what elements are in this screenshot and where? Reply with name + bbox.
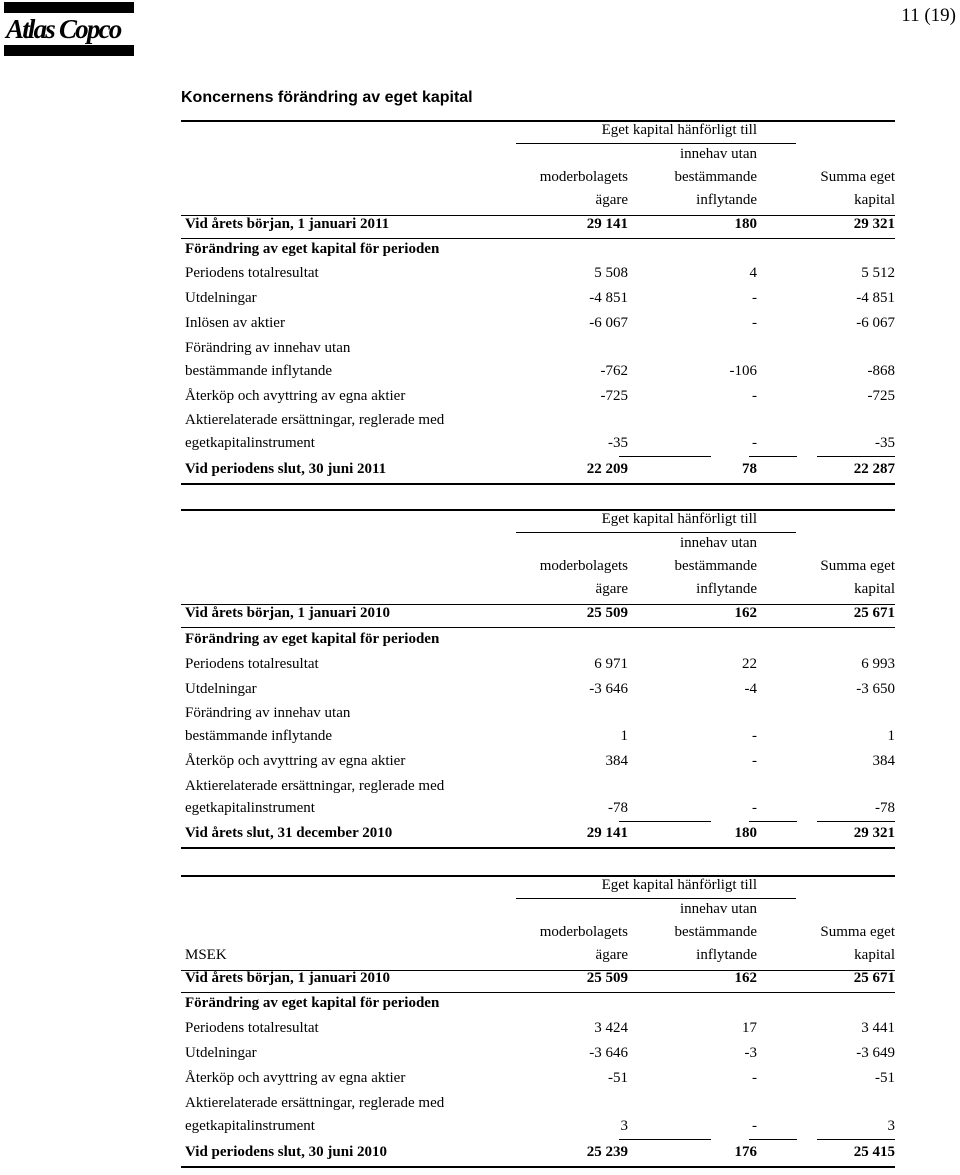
col2-header-line: innehav utan	[679, 146, 757, 162]
value-c2: 22	[742, 656, 757, 672]
value-c3: 25 671	[853, 970, 895, 986]
value-c3: -51	[875, 1070, 895, 1086]
logo-bottom-bar	[4, 45, 134, 56]
value-c2: 176	[734, 1144, 757, 1160]
row-label: Utdelningar	[185, 1045, 257, 1061]
value-c2: -	[752, 753, 757, 769]
value-c2: -106	[729, 363, 757, 379]
table-top-rule	[181, 120, 895, 122]
value-c2: 17	[742, 1020, 757, 1036]
table-row	[181, 458, 895, 480]
value-c2: 78	[742, 461, 757, 477]
col2-header-line: inflytande	[696, 192, 757, 208]
table-row	[181, 1092, 895, 1114]
value-c1: 384	[605, 753, 628, 769]
table-row	[181, 775, 895, 797]
value-c2: -	[752, 1070, 757, 1086]
value-c3: -3 650	[856, 681, 895, 697]
row-label: Återköp och avyttring av egna aktier	[185, 1070, 406, 1086]
equity-table	[181, 509, 895, 856]
closing-row-rule	[181, 847, 895, 849]
value-c2: -	[752, 315, 757, 331]
row-label: egetkapitalinstrument	[185, 800, 315, 816]
col1-header-line: moderbolagets	[539, 924, 628, 940]
table-row	[181, 385, 895, 407]
value-c3: 25 671	[853, 605, 895, 621]
group-header: Eget kapital hänförligt till	[601, 511, 757, 527]
row-label: Återköp och avyttring av egna aktier	[185, 753, 406, 769]
row-label: Periodens totalresultat	[185, 1020, 319, 1036]
col1-header-line: ägare	[595, 947, 628, 963]
row-label: Vid årets början, 1 januari 2010	[185, 970, 391, 986]
row-label: bestämmande inflytande	[185, 728, 333, 744]
value-c2: 162	[734, 970, 757, 986]
value-c1: 5 508	[594, 265, 628, 281]
row-label: Vid årets slut, 31 december 2010	[185, 825, 393, 841]
value-c1: -4 851	[589, 290, 628, 306]
value-c1: 3	[620, 1118, 628, 1134]
row-label: Återköp och avyttring av egna aktier	[185, 388, 406, 404]
value-c2: 162	[734, 605, 757, 621]
row-label: egetkapitalinstrument	[185, 435, 315, 451]
value-c3: -3 649	[856, 1045, 895, 1061]
value-c1: -762	[600, 363, 628, 379]
subtotal-rule	[619, 456, 711, 457]
col2-header-line: inflytande	[696, 581, 757, 597]
table-row	[181, 238, 895, 260]
closing-row-rule	[181, 1166, 895, 1168]
group-header: Eget kapital hänförligt till	[601, 877, 757, 893]
value-c1: 3 424	[594, 1020, 628, 1036]
value-c3: 25 415	[853, 1144, 895, 1160]
value-c1: -725	[600, 388, 628, 404]
value-c3: -725	[867, 388, 895, 404]
subtotal-rule	[749, 456, 797, 457]
value-c2: -	[752, 435, 757, 451]
col2-header-line: bestämmande	[674, 924, 757, 940]
opening-row-rule	[181, 238, 895, 239]
table-row	[181, 213, 895, 235]
row-label: Förändring av eget kapital för perioden	[185, 995, 440, 1011]
value-c1: -51	[608, 1070, 628, 1086]
row-label: Vid periodens slut, 30 juni 2011	[185, 461, 387, 477]
col1-header-line: ägare	[595, 581, 628, 597]
page-number: 11 (19)	[901, 5, 956, 26]
row-label: Aktierelaterade ersättningar, reglerade med	[185, 1095, 445, 1111]
col1-header-line: ägare	[595, 192, 628, 208]
value-c1: 29 141	[586, 825, 628, 841]
table-row	[181, 432, 895, 454]
table-row	[181, 797, 895, 819]
value-c1: -78	[608, 800, 628, 816]
table-row	[181, 702, 895, 724]
value-c2: -	[752, 388, 757, 404]
value-c1: 25 509	[586, 605, 628, 621]
table-row	[181, 337, 895, 359]
value-c3: 1	[887, 728, 895, 744]
closing-row-rule	[181, 483, 895, 485]
table-row	[181, 287, 895, 309]
col2-header-line: bestämmande	[674, 558, 757, 574]
value-c3: 5 512	[861, 265, 895, 281]
value-c3: 3	[887, 1118, 895, 1134]
col1-header-line: moderbolagets	[539, 169, 628, 185]
subtotal-rule	[619, 821, 711, 822]
group-header-rule	[516, 532, 796, 533]
col2-header-line: inflytande	[696, 947, 757, 963]
value-c3: -6 067	[856, 315, 895, 331]
value-c2: 180	[734, 825, 757, 841]
row-label: Periodens totalresultat	[185, 265, 319, 281]
row-label: Utdelningar	[185, 681, 257, 697]
value-c1: -6 067	[589, 315, 628, 331]
col1-header-line: moderbolagets	[539, 558, 628, 574]
row-label: Aktierelaterade ersättningar, reglerade med	[185, 778, 445, 794]
row-label: Vid årets början, 1 januari 2011	[185, 216, 390, 232]
col2-header-line: innehav utan	[679, 901, 757, 917]
col3-header-line: kapital	[854, 581, 895, 597]
value-c2: -	[752, 728, 757, 744]
row-label: Förändring av eget kapital för perioden	[185, 631, 440, 647]
opening-row-rule	[181, 627, 895, 628]
table-row	[181, 1067, 895, 1089]
subtotal-rule	[817, 1139, 895, 1140]
value-c3: 22 287	[853, 461, 895, 477]
subtotal-rule	[749, 1139, 797, 1140]
opening-row-rule	[181, 992, 895, 993]
value-c3: -4 851	[856, 290, 895, 306]
table-row	[181, 967, 895, 989]
table-top-rule	[181, 509, 895, 511]
row-label: Inlösen av aktier	[185, 315, 285, 331]
row-label: Aktierelaterade ersättningar, reglerade med	[185, 412, 445, 428]
subtotal-rule	[619, 1139, 711, 1140]
table-row	[181, 1115, 895, 1137]
col3-header-line: Summa eget	[820, 558, 895, 574]
table-row	[181, 262, 895, 284]
value-c2: -	[752, 1118, 757, 1134]
value-c3: 384	[872, 753, 895, 769]
equity-table	[181, 120, 895, 492]
subtotal-rule	[817, 821, 895, 822]
value-c3: -78	[875, 800, 895, 816]
value-c1: -35	[608, 435, 628, 451]
group-header: Eget kapital hänförligt till	[601, 122, 757, 138]
value-c3: -868	[867, 363, 895, 379]
value-c2: -3	[744, 1045, 757, 1061]
value-c2: 180	[734, 216, 757, 232]
table-row	[181, 678, 895, 700]
value-c1: 6 971	[594, 656, 628, 672]
row-label: Vid periodens slut, 30 juni 2010	[185, 1144, 387, 1160]
logo-top-bar	[4, 2, 134, 13]
col2-header-line: bestämmande	[674, 169, 757, 185]
value-c3: 29 321	[853, 825, 895, 841]
table-row	[181, 1042, 895, 1064]
value-c3: 29 321	[853, 216, 895, 232]
page-title: Koncernens förändring av eget kapital	[181, 89, 473, 106]
row-label: Förändring av eget kapital för perioden	[185, 241, 440, 257]
company-logo	[4, 2, 134, 56]
value-c1: 25 509	[586, 970, 628, 986]
subtotal-rule	[749, 821, 797, 822]
table-row	[181, 992, 895, 1014]
col3-header-line: Summa eget	[820, 924, 895, 940]
row-label: Förändring av innehav utan	[185, 705, 351, 721]
table-row	[181, 409, 895, 431]
value-c1: 29 141	[586, 216, 628, 232]
logo-wordmark: Atlas Copco	[6, 14, 121, 44]
col3-header-line: Summa eget	[820, 169, 895, 185]
value-c2: 4	[749, 265, 757, 281]
col2-header-line: innehav utan	[679, 535, 757, 551]
row-label: Förändring av innehav utan	[185, 340, 351, 356]
value-c3: 6 993	[861, 656, 895, 672]
table-row	[181, 1017, 895, 1039]
table-row	[181, 312, 895, 334]
value-c1: 1	[620, 728, 628, 744]
table-top-rule	[181, 875, 895, 877]
value-c1: 22 209	[586, 461, 628, 477]
row-label: bestämmande inflytande	[185, 363, 333, 379]
value-c3: 3 441	[861, 1020, 895, 1036]
value-c1: -3 646	[589, 681, 628, 697]
table-row	[181, 360, 895, 382]
value-c1: -3 646	[589, 1045, 628, 1061]
row-label: Vid årets början, 1 januari 2010	[185, 605, 391, 621]
value-c1: 25 239	[586, 1144, 628, 1160]
table-row	[181, 750, 895, 772]
table-row	[181, 628, 895, 650]
group-header-rule	[516, 143, 796, 144]
table-row	[181, 1141, 895, 1163]
row-label: egetkapitalinstrument	[185, 1118, 315, 1134]
value-c3: -35	[875, 435, 895, 451]
row-label: Periodens totalresultat	[185, 656, 319, 672]
value-c2: -	[752, 290, 757, 306]
equity-table	[181, 875, 895, 1175]
value-c2: -4	[744, 681, 757, 697]
table-row	[181, 725, 895, 747]
group-header-rule	[516, 898, 796, 899]
unit-label: MSEK	[185, 947, 227, 963]
col3-header-line: kapital	[854, 192, 895, 208]
table-row	[181, 653, 895, 675]
value-c2: -	[752, 800, 757, 816]
row-label: Utdelningar	[185, 290, 257, 306]
col3-header-line: kapital	[854, 947, 895, 963]
subtotal-rule	[817, 456, 895, 457]
table-row	[181, 822, 895, 844]
table-row	[181, 602, 895, 624]
